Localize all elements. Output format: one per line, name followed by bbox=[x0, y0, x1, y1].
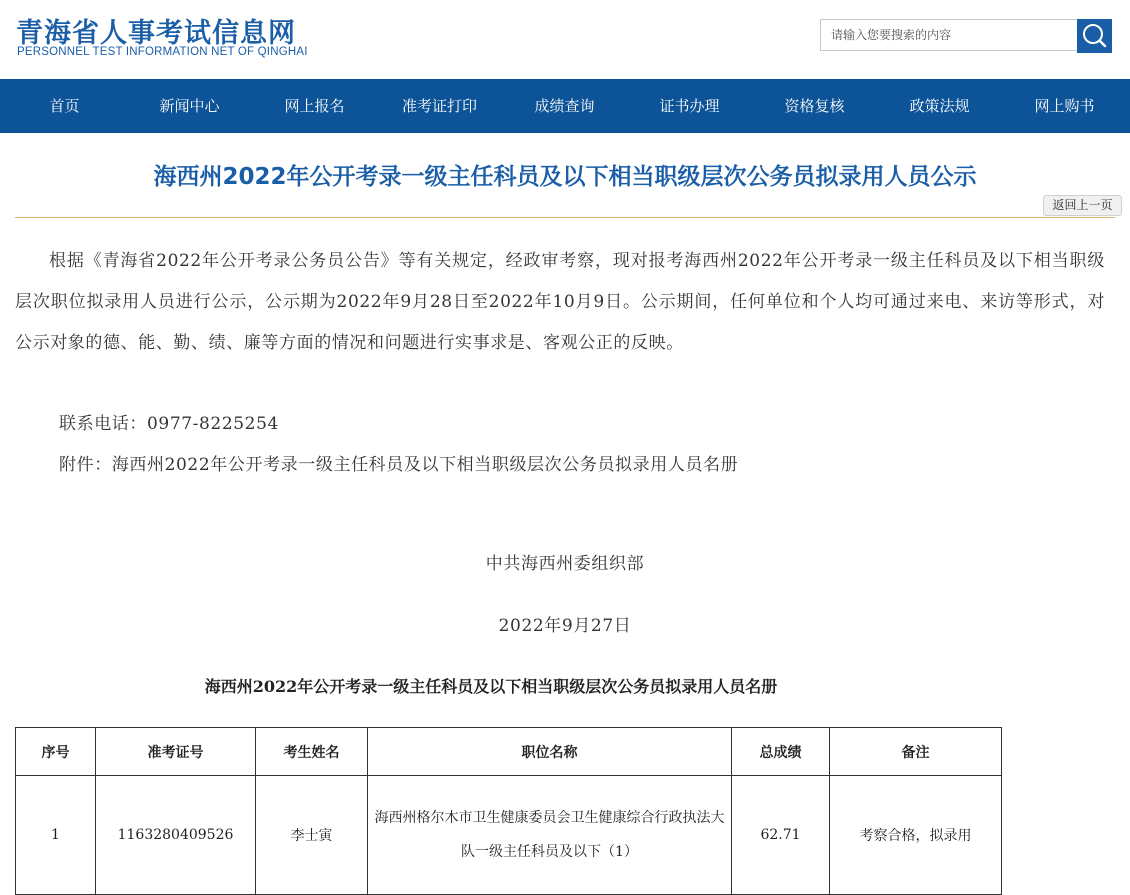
nav-item-bookstore[interactable]: 网上购书 bbox=[1034, 97, 1095, 115]
column-header-index: 序号 bbox=[16, 728, 96, 776]
roster-table bbox=[15, 727, 1002, 895]
search-input[interactable] bbox=[820, 19, 1078, 51]
nav-item-news[interactable]: 新闻中心 bbox=[159, 97, 220, 115]
main-nav bbox=[0, 79, 1130, 133]
cell-remark: 考察合格，拟录用 bbox=[830, 776, 1002, 895]
table-row bbox=[16, 776, 1002, 895]
cell-score: 62.71 bbox=[732, 776, 830, 895]
nav-item-scores[interactable]: 成绩查询 bbox=[534, 97, 595, 115]
column-header-remark: 备注 bbox=[830, 728, 1002, 776]
column-header-score: 总成绩 bbox=[732, 728, 830, 776]
cell-ticket: 1163280409526 bbox=[96, 776, 256, 895]
column-header-position: 职位名称 bbox=[368, 728, 732, 776]
nav-item-home[interactable]: 首页 bbox=[49, 97, 80, 115]
back-button[interactable]: 返回上一页 bbox=[1043, 195, 1122, 216]
cell-index: 1 bbox=[16, 776, 96, 895]
nav-item-admit-card[interactable]: 准考证打印 bbox=[401, 97, 477, 115]
site-logo-subtitle: PERSONNEL TEST INFORMATION NET OF QINGHAI bbox=[17, 46, 308, 58]
site-logo-title[interactable]: 青海省人事考试信息网 bbox=[16, 18, 296, 49]
nav-item-certificate[interactable]: 证书办理 bbox=[659, 97, 720, 115]
article-paragraph: 根据《青海省2022年公开考录公务员公告》等有关规定，经政审考察，现对报考海西州2022年公开考录一级主任科员及以下相当职级层次职位拟录用人员进行公示，公示期为2022年9月28日至2022年10月9日。公示期间，任何单位和个人均可通过来电、来访等形式，对公示对象的德、能、勤、绩、廉等方面的情况和问题进行实事求是、客观公正的反映。 bbox=[15, 251, 1105, 353]
search-icon bbox=[1077, 19, 1112, 53]
cell-name: 李士寅 bbox=[256, 776, 368, 895]
nav-item-policy[interactable]: 政策法规 bbox=[909, 97, 970, 115]
signer: 中共海西州委组织部 bbox=[485, 554, 645, 574]
nav-item-review[interactable]: 资格复核 bbox=[784, 97, 845, 115]
title-divider bbox=[15, 217, 1115, 218]
roster-title: 海西州2022年公开考录一级主任科员及以下相当职级层次公务员拟录用人员名册 bbox=[204, 677, 778, 696]
search-button[interactable] bbox=[1077, 19, 1112, 53]
page-title: 海西州2022年公开考录一级主任科员及以下相当职级层次公务员拟录用人员公示 bbox=[153, 164, 977, 190]
nav-item-registration[interactable]: 网上报名 bbox=[284, 97, 345, 115]
sign-date: 2022年9月27日 bbox=[498, 616, 632, 636]
attachment-link[interactable]: 附件：海西州2022年公开考录一级主任科员及以下相当职级层次公务员拟录用人员名册 bbox=[59, 455, 739, 475]
site-header bbox=[0, 0, 1130, 79]
cell-position: 海西州格尔木市卫生健康委员会卫生健康综合行政执法大队一级主任科员及以下（1） bbox=[368, 776, 732, 895]
column-header-name: 考生姓名 bbox=[256, 728, 368, 776]
contact-phone: 联系电话：0977-8225254 bbox=[59, 414, 279, 434]
column-header-ticket: 准考证号 bbox=[96, 728, 256, 776]
table-header-row bbox=[16, 728, 1002, 776]
